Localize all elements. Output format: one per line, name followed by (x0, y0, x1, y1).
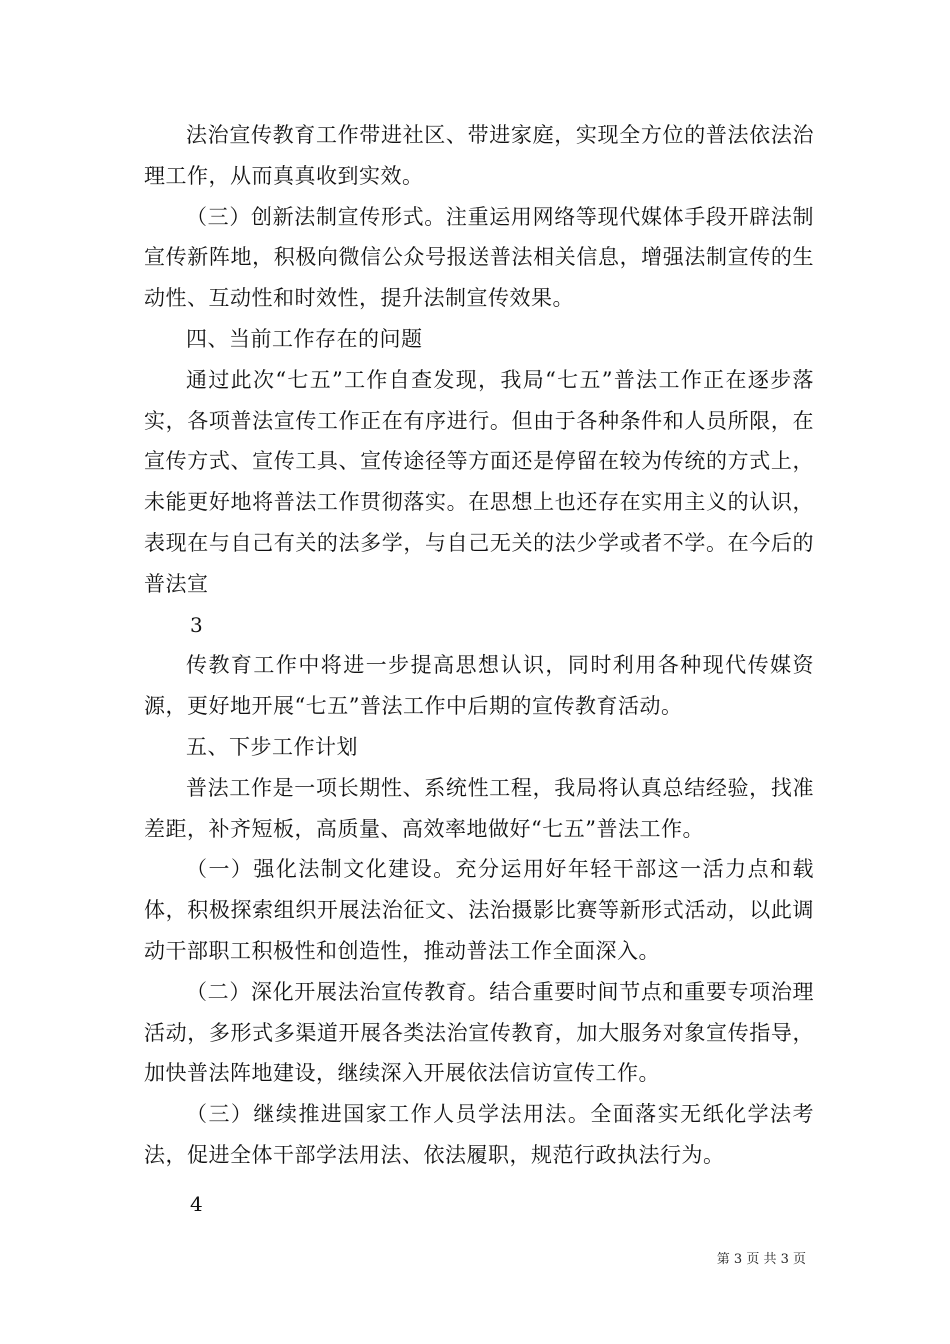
paragraph-4: 传教育工作中将进一步提高思想认识，同时利用各种现代传媒资源，更好地开展“七五”普法工作中后期的宣传教育活动。 (144, 653, 814, 719)
inline-page-number-3: 3 (190, 612, 203, 637)
document-body (144, 115, 814, 1225)
inline-page-number-4: 4 (190, 1191, 203, 1216)
section-heading-4: 四、当前工作存在的问题 (186, 326, 423, 351)
paragraph-1: 法治宣传教育工作带进社区、带进家庭，实现全方位的普法依法治理工作，从而真真收到实效。 (144, 123, 814, 188)
paragraph-3: 通过此次“七五”工作自查发现，我局“七五”普法工作正在逐步落实，各项普法宣传工作正在有序进行。但由于各种条件和人员所限，在宣传方式、宣传工具、宣传途径等方面还是停留在较为传统的方式上，未能更好地将普法工作贯彻落实。在思想上也还存在实用主义的认识，表现在与自己有关的法多学，与自己无关的法少学或者不学。在今后的普法宣 (144, 367, 814, 596)
paragraph-5: 普法工作是一项长期性、系统性工程，我局将认真总结经验，找准差距，补齐短板，高质量、高效率地做好“七五”普法工作。 (144, 775, 814, 841)
paragraph-7: （二）深化开展法治宣传教育。结合重要时间节点和重要专项治理活动，多形式多渠道开展各类法治宣传教育，加大服务对象宣传指导，加快普法阵地建设，继续深入开展依法信访宣传工作。 (144, 979, 814, 1086)
page-footer: 第 3 页 共 3 页 (716, 1252, 806, 1267)
paragraph-6: （一）强化法制文化建设。充分运用好年轻干部这一活力点和载体，积极探索组织开展法治征文、法治摄影比赛等新形式活动，以此调动干部职工积极性和创造性，推动普法工作全面深入。 (144, 857, 814, 963)
paragraph-2: （三）创新法制宣传形式。注重运用网络等现代媒体手段开辟法制宣传新阵地，积极向微信公众号报送普法相关信息，增强法制宣传的生动性、互动性和时效性，提升法制宣传效果。 (144, 204, 814, 311)
section-heading-5: 五、下步工作计划 (186, 734, 358, 759)
paragraph-8: （三）继续推进国家工作人员学法用法。全面落实无纸化学法考法，促进全体干部学法用法、依法履职，规范行政执法行为。 (144, 1102, 814, 1167)
